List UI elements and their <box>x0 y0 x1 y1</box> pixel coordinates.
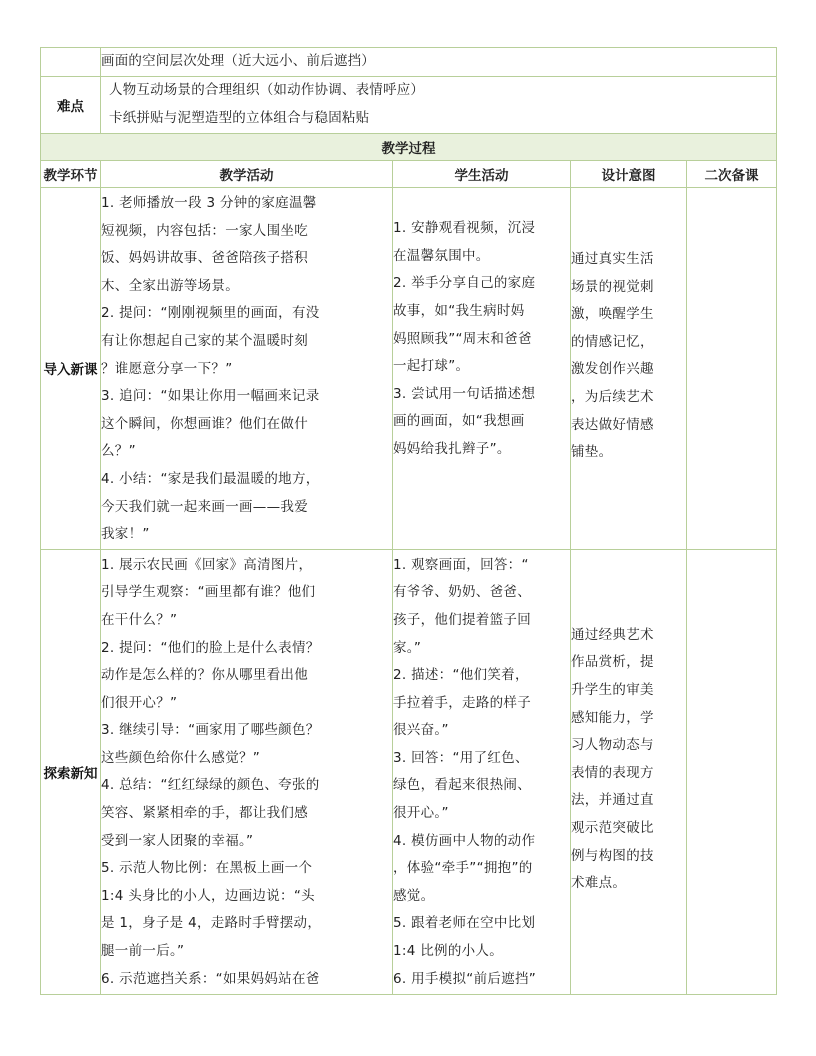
stage-label: 导入新课 <box>41 188 101 550</box>
header-design-intent: 设计意图 <box>571 161 687 188</box>
table-row <box>41 188 777 550</box>
teacher-activity-cell: 1. 展示农民画《回家》高清图片， 引导学生观察：“画里都有谁？他们 在干什么？” 2. 提问：“他们的脸上是什么表情？ 动作是怎么样的？你从哪里看出他 们很开心？” 3. 继续引导：“画家用了哪些颜色？ 这些颜色给你什么感觉？” 4. 总结：“红红绿绿的颜色、夸张的 笑容、紧紧相牵的手，都让我们感 受到一家人团聚的幸福。” 5. 示范人物比例：在黑板上画一个 1:4 头身比的小人，边画边说：“头 是 1，身子是 4，走路时手臂摆动， 腿一前一后。” 6. 示范遮挡关系：“如果妈妈站在爸 <box>101 549 393 994</box>
difficulty-row <box>41 77 777 134</box>
student-activity-cell: 1. 观察画面，回答：“ 有爷爷、奶奶、爸爸、 孩子，他们提着篮子回 家。” 2. 描述：“他们笑着， 手拉着手，走路的样子 很兴奋。” 3. 回答：“用了红色、 绿色，看起来很热闹、 很开心。” 4. 模仿画中人物的动作 ，体验“牵手”“拥抱”的 感觉。 5. 跟着老师在空中比划 1:4 比例的小人。 6. 用手模拟“前后遮挡” <box>393 549 571 994</box>
design-intent-cell: 通过真实生活 场景的视觉刺 激，唤醒学生 的情感记忆， 激发创作兴趣 ，为后续艺术 表达做好情感 铺垫。 <box>571 188 687 550</box>
secondary-notes-cell <box>687 188 777 550</box>
teacher-activity-cell: 1. 老师播放一段 3 分钟的家庭温馨 短视频，内容包括：一家人围坐吃 饭、妈妈讲故事、爸爸陪孩子搭积 木、全家出游等场景。 2. 提问：“刚刚视频里的画面，有没 有让你想起自己家的某个温暖时刻 ？谁愿意分享一下？” 3. 追问：“如果让你用一幅画来记录 这个瞬间，你想画谁？他们在做什 么？” 4. 小结：“家是我们最温暖的地方， 今天我们就一起来画一画——我爱 我家！” <box>101 188 393 550</box>
difficulty-label: 难点 <box>41 77 101 134</box>
space-layer-text: 画面的空间层次处理（近大远小、前后遮挡） <box>101 48 777 77</box>
table-row <box>41 549 777 994</box>
space-layer-row <box>41 48 777 77</box>
secondary-notes-cell <box>687 549 777 994</box>
header-row <box>41 161 777 188</box>
lesson-plan-table <box>40 47 777 995</box>
stage-label: 探索新知 <box>41 549 101 994</box>
header-teacher-activity: 教学活动 <box>101 161 393 188</box>
header-student-activity: 学生活动 <box>393 161 571 188</box>
section-title-row <box>41 134 777 161</box>
difficulty-item: 人物互动场景的合理组织（如动作协调、表情呼应） <box>109 82 425 99</box>
header-stage: 教学环节 <box>41 161 101 188</box>
student-activity-cell: 1. 安静观看视频，沉浸 在温馨氛围中。 2. 举手分享自己的家庭 故事，如“我生病时妈 妈照顾我”“周末和爸爸 一起打球”。 3. 尝试用一句话描述想 画的画面，如“我想画 妈妈给我扎辫子”。 <box>393 188 571 550</box>
difficulty-content <box>101 77 777 134</box>
design-intent-cell: 通过经典艺术 作品赏析，提 升学生的审美 感知能力，学 习人物动态与 表情的表现方 法，并通过直 观示范突破比 例与构图的技 术难点。 <box>571 549 687 994</box>
section-title: 教学过程 <box>41 134 777 161</box>
difficulty-item: 卡纸拼贴与泥塑造型的立体组合与稳固粘贴 <box>109 110 370 126</box>
blank-label-cell <box>41 48 101 77</box>
header-secondary-notes: 二次备课 <box>687 161 777 188</box>
